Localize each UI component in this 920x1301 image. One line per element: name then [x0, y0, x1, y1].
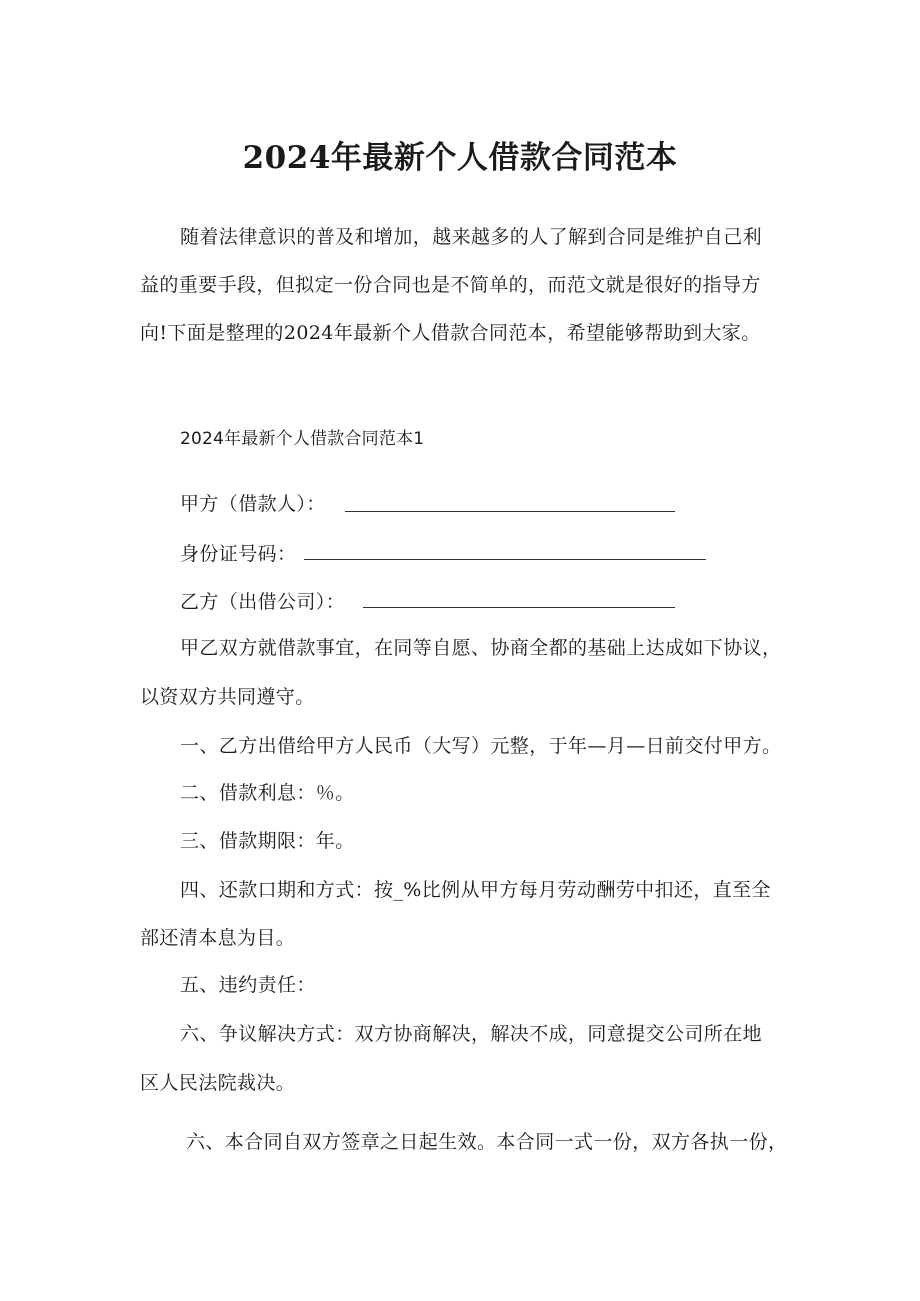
section-heading: 2024年最新个人借款合同范本1 [180, 429, 425, 449]
clause-6-line-2: 区人民法院裁决。 [140, 1072, 296, 1094]
clause-4-line-2: 部还清本息为目。 [140, 927, 296, 949]
clause-6-line-1: 六、争议解决方式：双方协商解决，解决不成，同意提交公司所在地 [180, 1023, 763, 1045]
clause-3: 三、借款期限：年。 [180, 830, 355, 852]
party-a-label: 甲方（借款人）： [180, 493, 326, 515]
clause-7-line-1: 六、本合同自双方签章之日起生效。本合同一式一份，双方各执一份， [186, 1131, 788, 1153]
agreement-line-2: 以资双方共同遵守。 [140, 686, 315, 708]
intro-line-1: 随着法律意识的普及和增加，越来越多的人了解到合同是维护自己利 [180, 226, 763, 248]
intro-line-3: 向!下面是整理的2024年最新个人借款合同范本，希望能够帮助到大家。 [140, 322, 761, 344]
clause-1: 一、乙方出借给甲方人民币（大写）元整，于年—月—日前交付甲方。 [180, 735, 782, 757]
id-number-label: 身份证号码： [180, 543, 297, 565]
clause-2: 二、借款利息：％。 [180, 782, 355, 804]
party-b-label: 乙方（出借公司）： [180, 591, 346, 613]
party-b-blank [363, 607, 675, 608]
party-a-blank [345, 511, 675, 512]
id-number-blank [304, 559, 706, 560]
clause-5: 五、违约责任： [180, 974, 316, 996]
document-title: 2024年最新个人借款合同范本 [242, 140, 678, 176]
agreement-line-1: 甲乙双方就借款事宜，在同等自愿、协商全都的基础上达成如下协议， [180, 637, 782, 659]
intro-line-2: 益的重要手段，但拟定一份合同也是不简单的，而范文就是很好的指导方 [140, 274, 761, 296]
clause-4-line-1: 四、还款口期和方式：按_%比例从甲方每月劳动酬劳中扣还，直至全 [180, 879, 771, 901]
